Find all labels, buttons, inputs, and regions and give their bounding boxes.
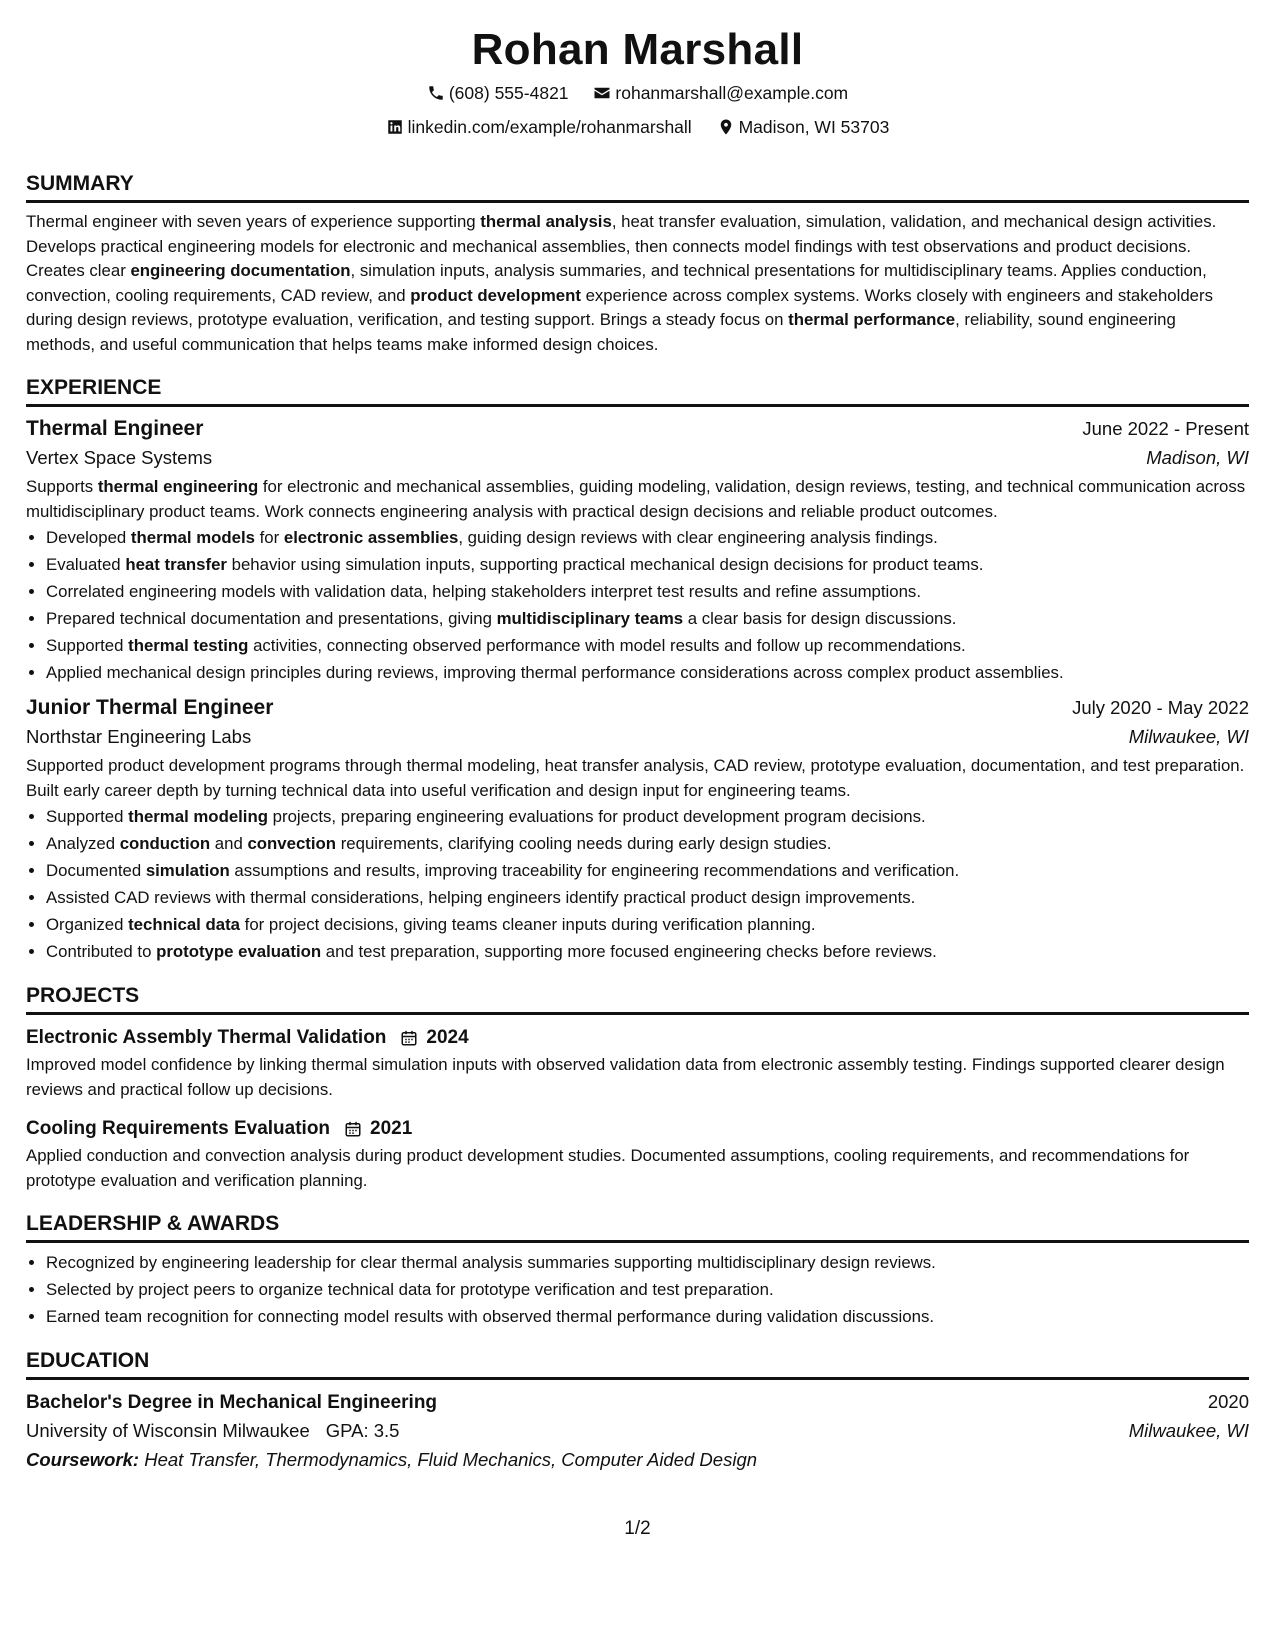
- phone-number: (608) 555-4821: [448, 83, 569, 103]
- job-header: [26, 415, 1249, 443]
- job-entry: [26, 694, 1249, 965]
- job-subheader: [26, 445, 1249, 471]
- job-location: Madison, WI: [1146, 447, 1249, 468]
- job-dates: June 2022 - Present: [1082, 418, 1249, 439]
- school-location: Milwaukee, WI: [1128, 1420, 1249, 1441]
- project-header: [26, 1025, 1249, 1051]
- email-address[interactable]: rohanmarshall@example.com: [615, 83, 849, 103]
- job-header: [26, 694, 1249, 722]
- location-text: Madison, WI 53703: [738, 117, 890, 137]
- linkedin-url[interactable]: linkedin.com/example/rohanmarshall: [407, 117, 692, 137]
- leadership-bullets: [26, 1249, 1249, 1330]
- list-item: • Applied mechanical design principles during reviews, improving thermal performance considerations across complex product assemblies.: [46, 659, 1249, 686]
- job-intro: [26, 475, 1249, 524]
- calendar-icon: [344, 1120, 362, 1138]
- list-item: • Organized technical data for project decisions, giving teams cleaner inputs during verification planning.: [46, 911, 1249, 938]
- summary-text: experience across complex systems. Works closely with engineers and stakeholders during design reviews, prototype evaluation, verification, and testing support. Brings a steady focus on: [26, 285, 1213, 329]
- school-name: University of Wisconsin Milwaukee: [26, 1420, 310, 1441]
- list-item: • Developed thermal models for electronic assemblies, guiding design reviews with clear engineering analysis findings.: [46, 524, 1249, 551]
- education-header: [26, 1388, 1249, 1416]
- project-title: Cooling Requirements Evaluation: [26, 1118, 331, 1139]
- job-entry: [26, 415, 1249, 686]
- gpa: GPA: 3.5: [325, 1420, 400, 1441]
- contact-line-2: [26, 116, 1249, 141]
- project-entry: [26, 1025, 1249, 1102]
- summary-keyword: engineering documentation: [130, 261, 351, 280]
- list-item: • Documented simulation assumptions and results, improving traceability for engineering recommendations and verification.: [46, 857, 1249, 884]
- summary-text: Thermal engineer with seven years of experience supporting: [26, 212, 481, 231]
- list-item: • Supported thermal modeling projects, preparing engineering evaluations for product development program decisions.: [46, 803, 1249, 830]
- linkedin-icon: [386, 118, 404, 136]
- page-number: 1/2: [624, 1518, 651, 1539]
- list-item: • Assisted CAD reviews with thermal considerations, helping engineers identify practical product design improvements.: [46, 884, 1249, 911]
- project-title: Electronic Assembly Thermal Validation: [26, 1027, 387, 1048]
- job-bullets: [26, 524, 1249, 686]
- intro-text: Supported product development programs through thermal modeling, heat transfer analysis, CAD review, prototype evaluation, documentation, and test preparation. Built early career depth by turning technical data into useful verification and design input for engineering teams.: [26, 756, 1245, 800]
- list-item: • Correlated engineering models with validation data, helping stakeholders interpret test results and refine assumptions.: [46, 578, 1249, 605]
- phone-icon: [427, 84, 445, 102]
- summary-text: , reliability, sound engineering methods, and useful communication that helps teams make informed design choices.: [26, 310, 1176, 354]
- project-entry: [26, 1116, 1249, 1193]
- section-title-summary: SUMMARY: [26, 171, 1249, 203]
- job-company: Vertex Space Systems: [26, 447, 213, 468]
- degree-title: Bachelor's Degree in Mechanical Engineering: [26, 1392, 438, 1413]
- list-item: • Recognized by engineering leadership for clear thermal analysis summaries supporting multidisciplinary design reviews.: [46, 1249, 1249, 1276]
- summary-text: , heat transfer evaluation, simulation, validation, and mechanical design activities. Develops practical engineering models for electronic and mechanical assemblies, then connects model findings with test observations and product decisions. Creates clear: [26, 212, 1217, 280]
- school-info: [26, 1418, 399, 1444]
- job-intro: [26, 754, 1249, 803]
- job-subheader: [26, 724, 1249, 750]
- job-bullets: [26, 803, 1249, 965]
- list-item: • Evaluated heat transfer behavior using simulation inputs, supporting practical mechanical design decisions for product teams.: [46, 551, 1249, 578]
- summary-keyword: thermal analysis: [480, 212, 612, 231]
- project-date: [344, 1118, 412, 1140]
- candidate-name: Rohan Marshall: [471, 25, 804, 74]
- graduation-year: 2020: [1207, 1391, 1249, 1412]
- section-title-projects: PROJECTS: [26, 983, 1249, 1015]
- section-title-education: EDUCATION: [26, 1348, 1249, 1380]
- map-pin-icon: [717, 118, 735, 136]
- section-title-leadership: LEADERSHIP & AWARDS: [26, 1211, 1249, 1243]
- project-year: 2024: [426, 1027, 469, 1048]
- project-description: Improved model confidence by linking thermal simulation inputs with observed validation data from electronic assembly testing. Findings supported clearer design reviews and practical follow up decisions.: [26, 1055, 1225, 1099]
- contact-line-1: [26, 82, 1249, 107]
- intro-text: Supports: [26, 477, 98, 496]
- contact-email[interactable]: [593, 82, 848, 104]
- summary-paragraph: [26, 210, 1249, 357]
- list-item: • Earned team recognition for connecting model results with observed thermal performance during validation discussions.: [46, 1303, 1249, 1330]
- resume-page: [26, 20, 1249, 1474]
- education-entry: [26, 1388, 1249, 1474]
- intro-text: for electronic and mechanical assemblies, guiding modeling, validation, design reviews, testing, and technical communication across multidisciplinary product teams. Work connects engineering analysis with practical design decisions and reliable product outcomes.: [26, 477, 1246, 521]
- list-item: • Selected by project peers to organize technical data for prototype verification and test preparation.: [46, 1276, 1249, 1303]
- job-location: Milwaukee, WI: [1128, 726, 1249, 747]
- job-title: Junior Thermal Engineer: [26, 696, 274, 719]
- project-description: Applied conduction and convection analysis during product development studies. Documented assumptions, cooling requirements, and recommendations for prototype evaluation and verification planning.: [26, 1146, 1190, 1190]
- summary-keyword: product development: [410, 285, 581, 305]
- project-date: [400, 1027, 468, 1049]
- list-item: • Prepared technical documentation and presentations, giving multidisciplinary teams a clear basis for design discussions.: [46, 605, 1249, 632]
- list-item: • Analyzed conduction and convection requirements, clarifying cooling needs during early design studies.: [46, 830, 1249, 857]
- job-company: Northstar Engineering Labs: [26, 726, 252, 747]
- contact-linkedin[interactable]: [386, 116, 692, 138]
- coursework: [26, 1446, 1249, 1474]
- section-title-experience: EXPERIENCE: [26, 375, 1249, 407]
- list-item: • Contributed to prototype evaluation and test preparation, supporting more focused engineering checks before reviews.: [46, 938, 1249, 965]
- project-header: [26, 1116, 1249, 1142]
- summary-keyword: thermal performance: [788, 310, 956, 329]
- contact-phone: [427, 82, 569, 104]
- calendar-icon: [400, 1029, 418, 1047]
- contact-location: [717, 116, 890, 138]
- list-item: • Supported thermal testing activities, connecting observed performance with model results and follow up recommendations.: [46, 632, 1249, 659]
- education-subheader: [26, 1418, 1249, 1444]
- intro-keyword: thermal engineering: [97, 477, 259, 496]
- coursework-list: Heat Transfer, Thermodynamics, Fluid Mechanics, Computer Aided Design: [139, 1449, 758, 1470]
- job-title: Thermal Engineer: [26, 417, 204, 440]
- job-dates: July 2020 - May 2022: [1072, 697, 1249, 718]
- project-year: 2021: [370, 1118, 413, 1139]
- envelope-icon: [593, 84, 611, 102]
- coursework-label: Coursework:: [26, 1449, 140, 1470]
- summary-text: , simulation inputs, analysis summaries, and technical presentations for multidisciplinary teams. Applies conduction, convection, cooling requirements, CAD review, and: [26, 261, 1207, 305]
